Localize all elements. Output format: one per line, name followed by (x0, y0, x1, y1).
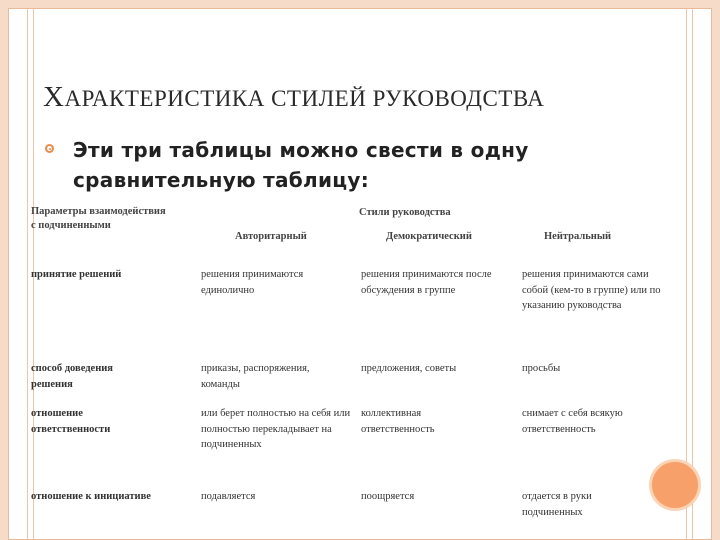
cell-communication-neutral: просьбы (522, 363, 561, 374)
decorative-circle (649, 459, 701, 511)
slide-title (43, 81, 544, 114)
header-styles-group: Стили руководства (359, 207, 451, 218)
header-parameters: Параметры взаимодействия с подчиненными (31, 206, 166, 231)
cell-decisions-authoritarian: решения принимаются единолично (201, 269, 304, 296)
title-rest: АРАКТЕРИСТИКА СТИЛЕЙ РУКОВОДСТВА (64, 86, 545, 111)
cell-communication-democratic: предложения, советы (361, 363, 457, 374)
row-label-responsibility: отношение ответственности (31, 408, 111, 435)
cell-initiative-authoritarian: подавляется (201, 491, 256, 502)
cell-decisions-neutral: решения принимаются сами собой (кем-то в группе) или по указанию руководства (522, 269, 661, 311)
row-label-initiative: отношение к инициативе (31, 491, 151, 502)
row-label-communication: способ доведения решения (31, 363, 113, 390)
bullet-icon (45, 144, 54, 153)
right-rail-line (692, 9, 693, 539)
title-initial: Х (43, 81, 65, 113)
cell-decisions-democratic: решения принимаются после обсуждения в группе (361, 269, 492, 296)
header-style-authoritarian: Авторитарный (235, 231, 307, 242)
left-rail-line (27, 9, 28, 539)
cell-communication-authoritarian: приказы, распоряжения, команды (201, 363, 310, 390)
cell-initiative-democratic: поощряется (361, 491, 415, 502)
cell-responsibility-authoritarian: или берет полностью на себя или полностью перекладывает на подчиненных (201, 408, 351, 450)
right-rail-line (686, 9, 687, 539)
slide (8, 8, 712, 540)
cell-responsibility-neutral: снимает с себя всякую ответственность (522, 408, 623, 435)
cell-responsibility-democratic: коллективная ответственность (361, 408, 435, 435)
header-style-neutral: Нейтральный (544, 231, 612, 242)
row-label-decisions: принятие решений (31, 269, 122, 280)
header-style-democratic: Демократический (386, 231, 472, 242)
bullet-text: Эти три таблицы можно свести в одну сравнительную таблицу: (73, 138, 529, 192)
cell-initiative-neutral: отдается в руки подчиненных (522, 491, 592, 518)
